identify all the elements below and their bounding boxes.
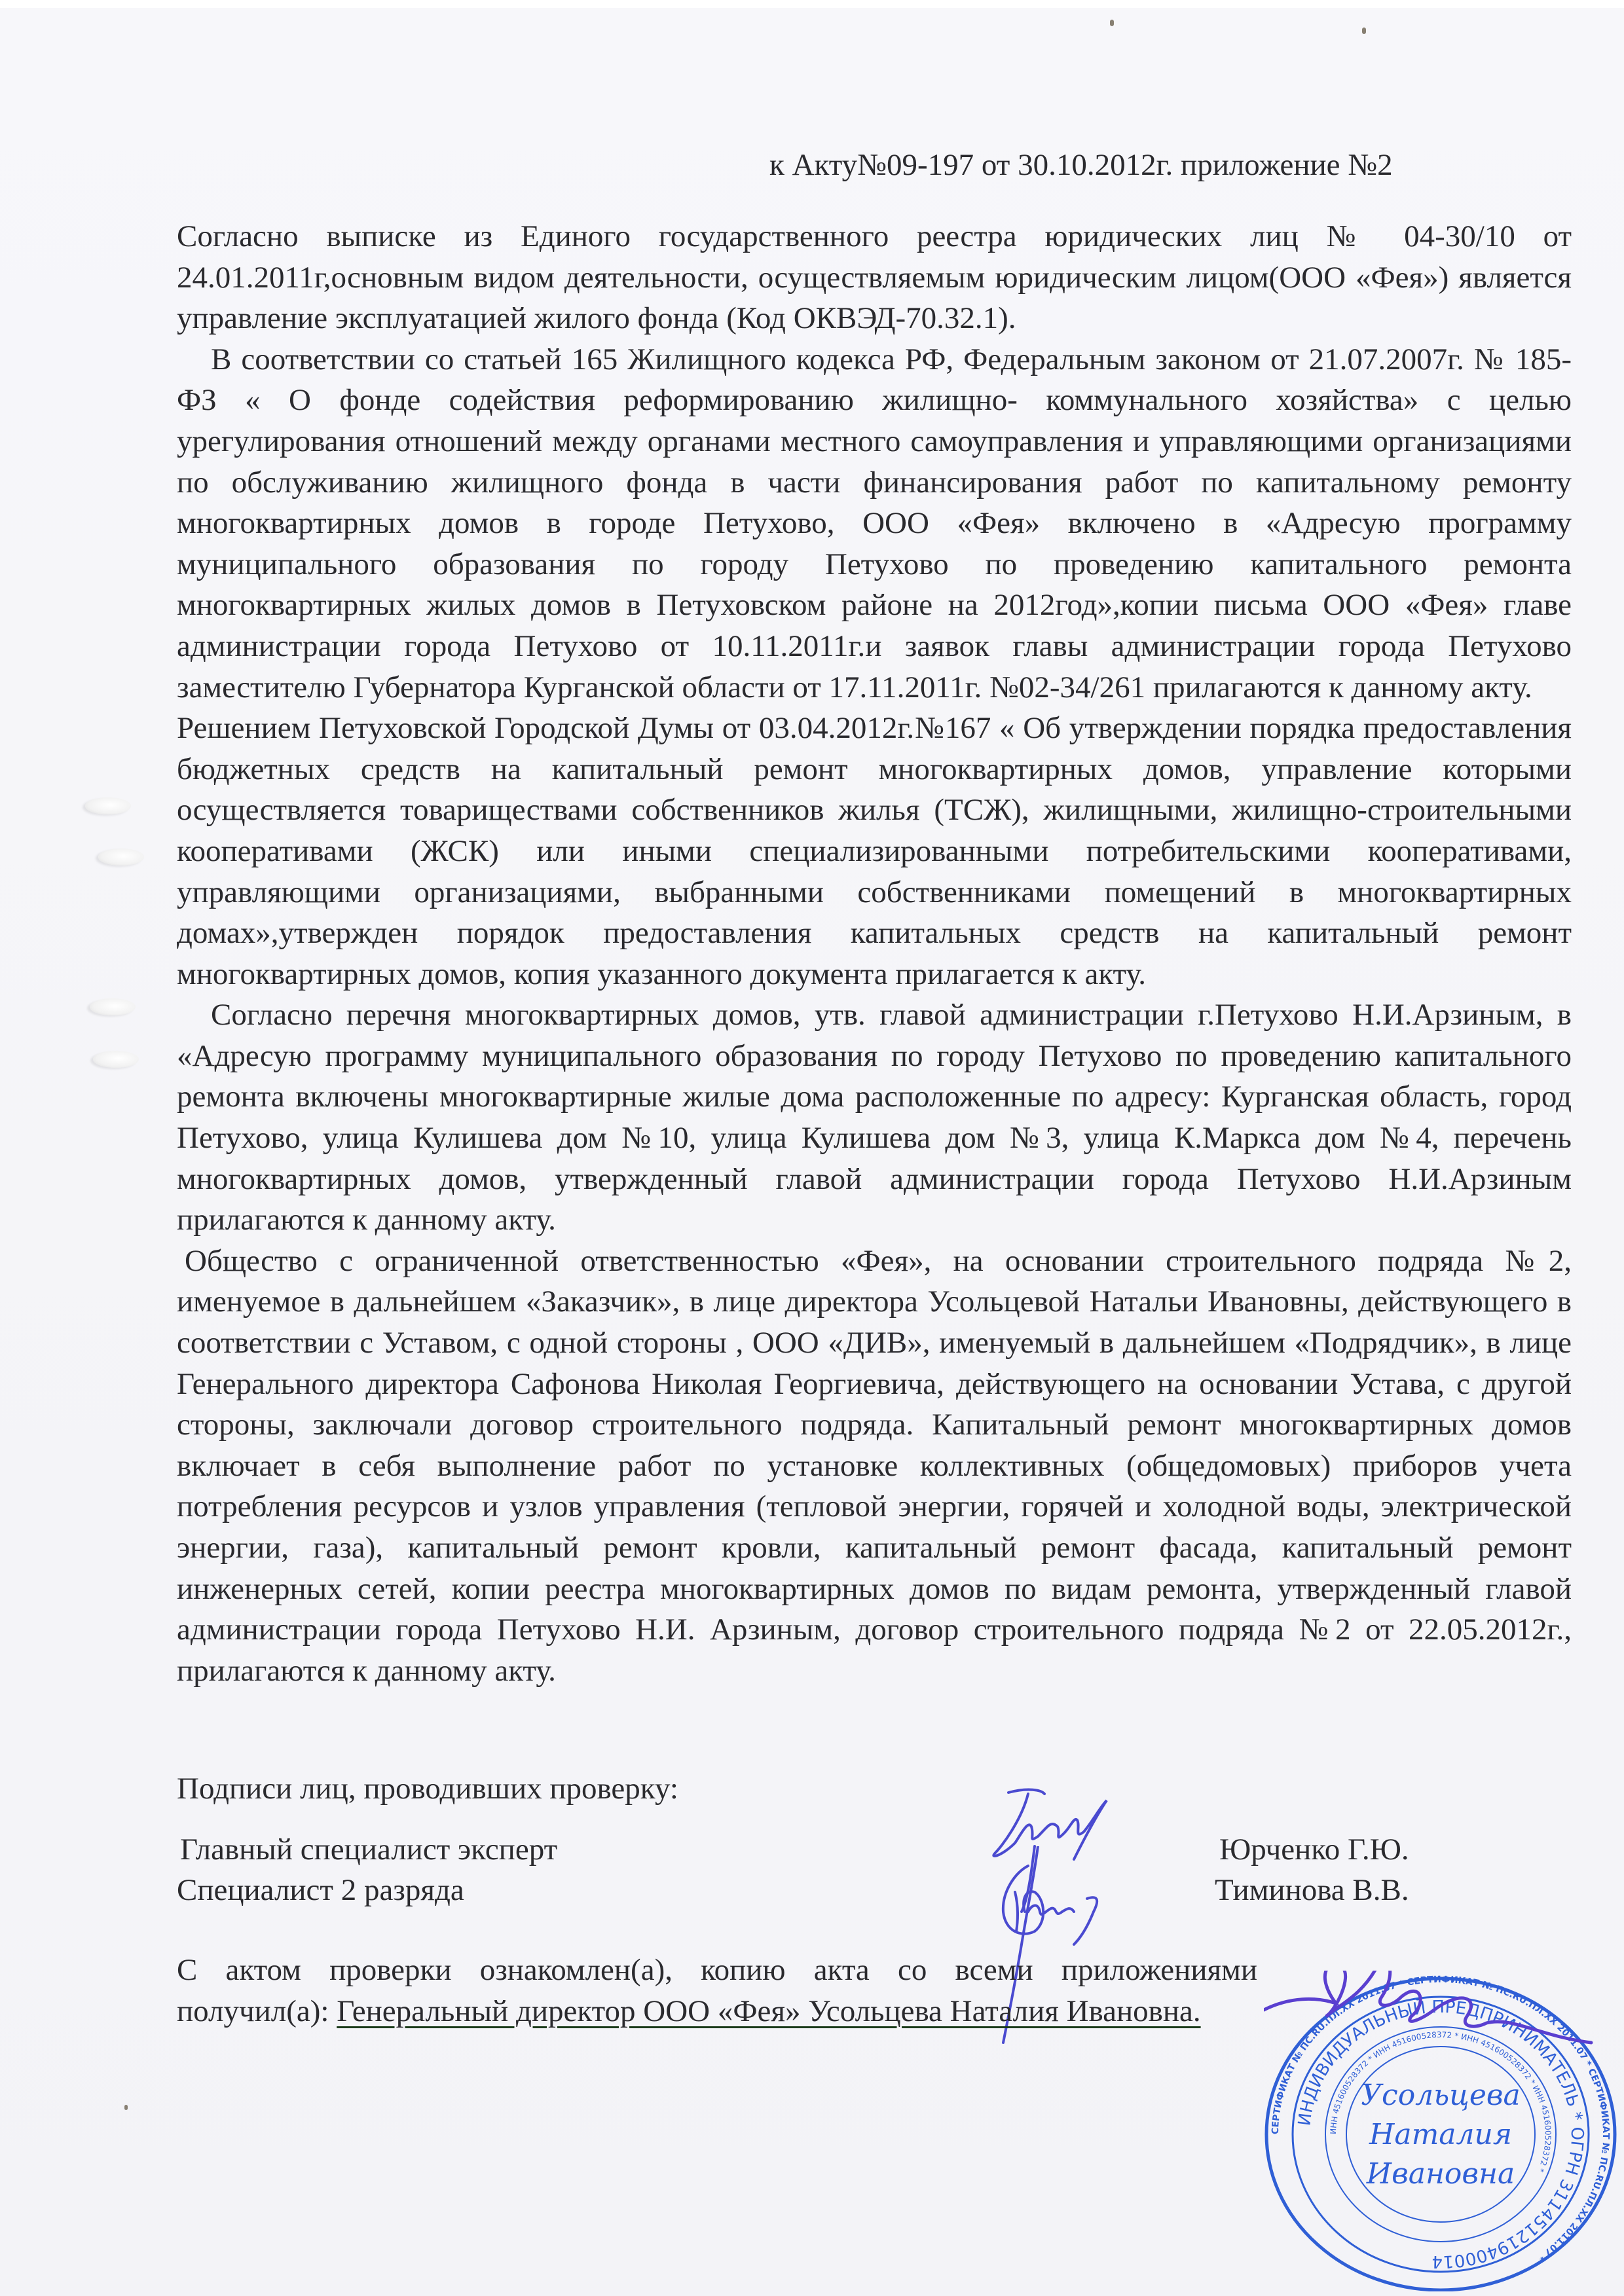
scan-speck (1362, 27, 1366, 34)
scan-speck (1110, 20, 1114, 26)
signatures-title: Подписи лиц, проводивших проверку: (177, 1772, 678, 1806)
paragraph-egrul: Согласно выписке из Единого государственного реестра юридических лиц № 04-30/10 от 24.01.2011г,основным видом деятельности, осуществляемым юридическим лицом(ООО «Фея») является управление эксплуатацией жилого фонда (Код ОКВЭД-70.32.1). (177, 219, 1572, 336)
seal-name-line-3: Ивановна (1366, 2157, 1515, 2191)
paragraph-duma-decision: Решением Петуховской Городской Думы от 03.04.2012г.№167 « Об утверждении порядка предоставления бюджетных средств на капитальный ремонт многоквартирных домов, управление которыми осуществляется товариществами собственников жилья (ТСЖ), жилищными, жилищно-строительными кооперативами (ЖСК) или иными специализированными потребительскими кооперативами, управляющими организациями, выбранными собственниками помещений в многоквартирных домах»,утвержден порядок предоставления капитальных средств на капитальный ремонт многоквартирных домов, копия указанного документа прилагается к акту. (177, 711, 1572, 991)
signer-name-2: Тиминова В.В. (1215, 1873, 1409, 1907)
paragraph-contract: Общество с ограниченной ответственностью «Фея», на основании строительного подряда №2, именуемое в дальнейшем «Заказчик», в лице директора Усольцевой Натальи Ивановны, действующего в соответствии с Уставом, с одной стороны , ООО «ДИВ», именуемый в дальнейшем «Подрядчик», в лице Генерального директора Сафонова Николая Георгиевича, действующего на основании Устава, с другой стороны, заключали договор строительного подряда. Капитальный ремонт многоквартирных домов включает в себя выполнение работ по установке коллективных (общедомовых) приборов учета потребления ресурсов и узлов управления (тепловой энергии, горячей и холодной воды, электрической энергии, газа), капитальный ремонт кровли, капитальный ремонт фасада, капитальный ремонт инженерных сетей, копии реестра многоквартирных домов по видам ремонта, утвержденный главой администрации города Петухово Н.И. Арзиным, договор строительного подряда №2 от 22.05.2012г., прилагаются к данному акту. (177, 1243, 1572, 1688)
acknowledgement-line: С актом проверки ознакомлен(а), копию акта со всеми приложениями (177, 1953, 1257, 1987)
signer-position-1: Главный специалист эксперт (180, 1832, 558, 1867)
document-reference-header: к Акту№09-197 от 30.10.2012г. приложение №2 (769, 148, 1393, 182)
signer-name-1: Юрченко Г.Ю. (1219, 1832, 1409, 1867)
scan-top-edge (0, 0, 1624, 8)
acknowledgement-received-line (177, 1991, 1257, 2032)
seal-name-line-1: Усольцева (1361, 2079, 1521, 2112)
seal-inner-ring-text: ИНН 451600528372 * ИНН 451600528372 * ИНН 451600528372 * ИНН 451600528372 * (1328, 2030, 1553, 2174)
punch-hole (85, 797, 131, 814)
signer-position-2: Специалист 2 разряда (177, 1873, 464, 1907)
document-body (177, 216, 1572, 1691)
scan-speck (124, 2105, 128, 2110)
company-seal (1264, 1971, 1617, 2291)
paragraph-house-list: Согласно перечня многоквартирных домов, утв. главой администрации г.Петухово Н.И.Арзиным, в «Адресую программу муниципального образования по городу Петухово по проведению капитального ремонта включены многоквартирные жилые дома расположенные по адресу: Курганская область, город Петухово, улица Кулишева дом №10, улица Кулишева дом №3, улица К.Маркса дом №4, перечень многоквартирных домов, утвержденный главой администрации города Петухово Н.И.Арзиным прилагаются к данному акту. (177, 998, 1572, 1237)
punch-hole (98, 848, 144, 866)
paragraph-housing-code: В соответствии со статьей 165 Жилищного кодекса РФ, Федеральным законом от 21.07.2007г. № 185-ФЗ « О фонде содействия реформированию жилищно- коммунального хозяйства» с целью урегулирования отношений между органами местного самоуправления и управляющими организациями по обслуживанию жилищного фонда в части финансирования работ по капитальному ремонту многоквартирных домов в городе Петухово, ООО «Фея» включено в «Адресую программу муниципального образования по городу Петухово по проведению капитального ремонта многоквартирных жилых домов в Петуховском районе на 2012год»,копии письма ООО «Фея» главе администрации города Петухово от 10.11.2011г.и заявок главы администрации города Петухово заместителю Губернатора Курганской области от 17.11.2011г. №02-34/261 прилагаются к данному акту. (177, 342, 1572, 704)
punch-hole (90, 998, 136, 1015)
seal-name-line-2: Наталия (1369, 2118, 1513, 2151)
seal-ring-text: ИНДИВИДУАЛЬНЫЙ ПРЕДПРИНИМАТЕЛЬ * ОГРН 311451219400014 (1295, 1997, 1587, 2272)
punch-hole (93, 1051, 139, 1068)
acknowledgement-prefix: получил(а): (177, 1994, 329, 2028)
seal-outer-ring-text: СЕРТИФИКАТ № ПС.RU.ПЛ.ХХ 2011.07 * СЕРТИФИКАТ № ПС.RU.ПЛ.ХХ 2011.07 * СЕРТИФИКАТ № ПС.RU.ПЛ.ХХ 2011.07 * (1270, 1974, 1612, 2263)
recipient-name: Генеральный директор ООО «Фея» Усольцева Наталия Ивановна. (337, 1994, 1201, 2028)
acknowledgement-block (177, 1950, 1257, 2032)
